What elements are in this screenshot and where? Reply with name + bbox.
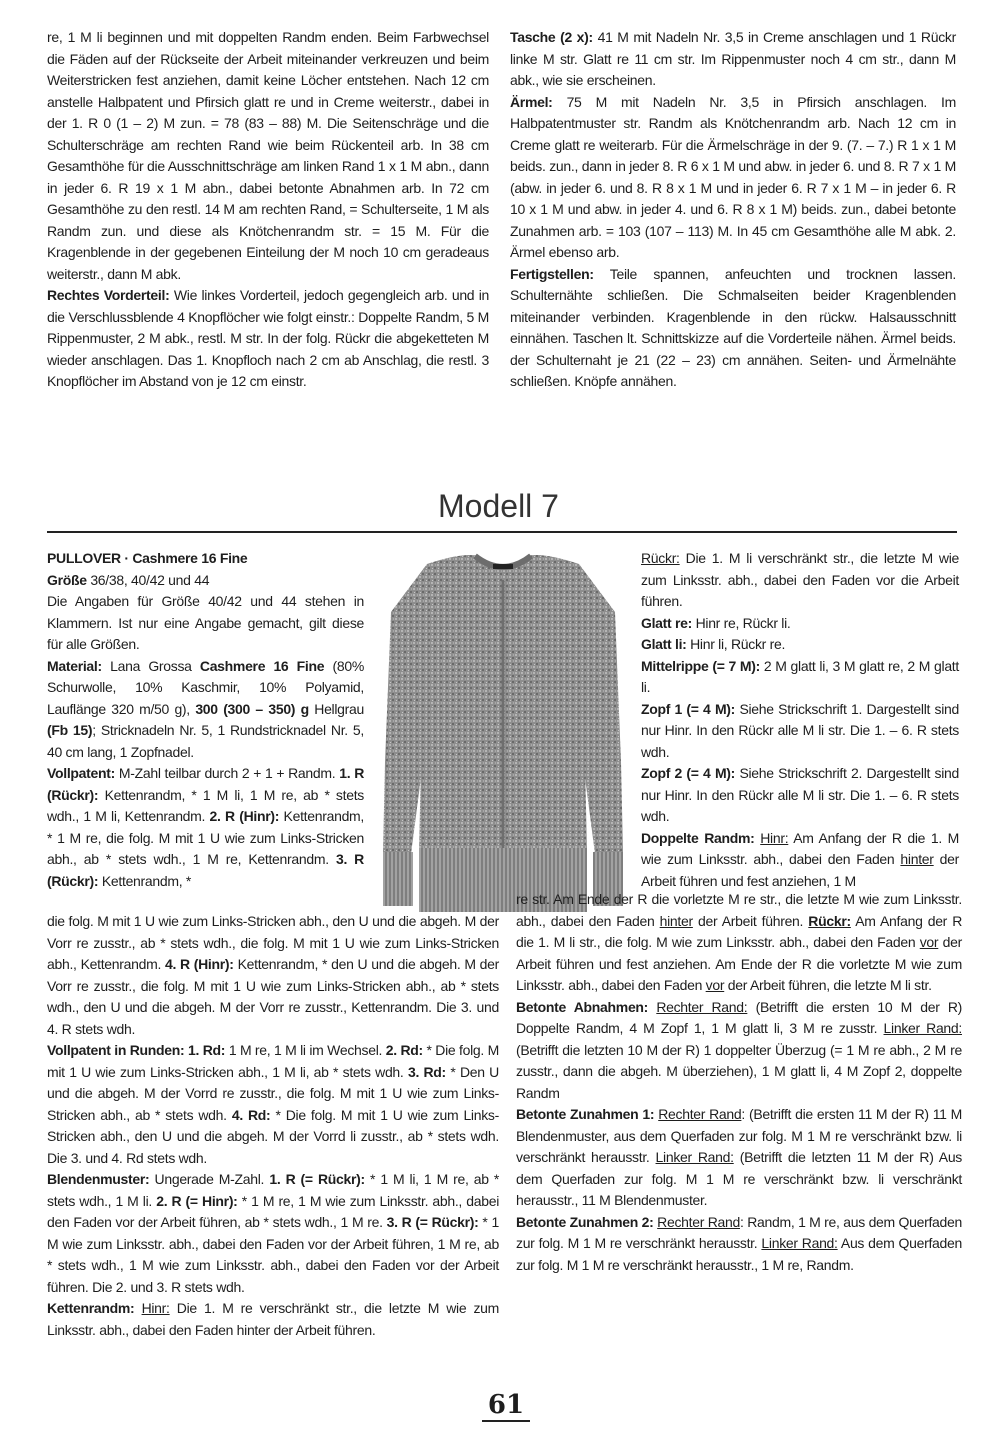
glatt-re-paragraph [641, 613, 959, 635]
model-title: Modell 7 [438, 488, 559, 524]
page-number [0, 1390, 997, 1422]
rechter-rand-label: Rechter Rand [658, 1106, 742, 1122]
blendenmuster-paragraph [47, 1169, 499, 1298]
zopf1-label: Zopf 1 (= 4 M): [641, 700, 736, 717]
zopf2-paragraph [641, 763, 959, 828]
mittelrippe-text: 2 M glatt li, 3 M glatt re, 2 M glatt li. [641, 657, 959, 695]
doppelte-randm-continued [516, 889, 962, 997]
zunahmen-text: Aus dem Querfaden zur folg. M 1 M re verschränkt herausstr., 1 M re, Randm. [516, 1235, 962, 1273]
vollpatent-paragraph [47, 763, 364, 892]
betonte-abnahmen-label: Betonte Abnahmen: [516, 998, 649, 1015]
vor-word: vor [705, 977, 725, 993]
groesse-paragraph [47, 570, 364, 592]
page-number-text: 61 [482, 1390, 530, 1422]
rechter-rand-label: Rechter Rand [657, 1213, 740, 1230]
doppelte-randm-label: Doppelte Randm: [641, 829, 755, 846]
groesse-text: 36/38, 40/42 und 44 [86, 571, 210, 588]
zopf1-paragraph [641, 699, 959, 764]
betonte-zunahmen-1-label: Betonte Zunahmen 1: [516, 1106, 655, 1122]
zopf1-text: Siehe Strickschrift 1. Dargestellt sind nur Hinr. In den Rückr alle M li str. Die 1. – 6. R stets wdh. [641, 700, 959, 760]
tasche-paragraph [510, 27, 956, 92]
vollpatent-label: Vollpatent: [47, 765, 115, 781]
doppelte-cont-text: re str. Am Ende der R die vorletzte M re str., die letzte M wie zum Linksstr. abh., dabei den Faden [516, 891, 962, 929]
rechtes-vorderteil-paragraph [47, 285, 489, 393]
vollpatent-runden-paragraph [47, 1040, 499, 1169]
hinter-word: hinter [659, 912, 693, 929]
material-text: Lana Grossa [101, 657, 200, 674]
blenden-text: * 1 M wie zum Linksstr. abh., dabei den Faden vor der Arbeit führen, 1 M re, ab * stets wdh., 1 M wie zum Linksstr. abh., dabei den Faden vor der Arbeit führen. Die 2. und 3. R stets wdh. [47, 1214, 499, 1295]
groesse-label: Größe [47, 571, 87, 588]
glatt-re-label: Glatt re: [641, 614, 692, 631]
rueckr-label: Rückr: [808, 912, 851, 929]
zunahmen-text: : (Betrifft die ersten 11 M der R) 11 M Blendenmuster, aus dem Querfaden zur folg. M 1 M re verschränkt bzw. li verschränkt herausstr. [516, 1106, 963, 1165]
cont-left-column [47, 911, 499, 1341]
blenden-text: Ungerade M-Zahl. [149, 1171, 270, 1187]
glatt-li-paragraph [641, 634, 959, 656]
blenden-text: * 1 M re, 1 M wie zum Linksstr. abh., dabei den Faden vor der Arbeit führen, ab * stets wdh., 1 M re. [47, 1192, 499, 1230]
vollpatent-text: Kettenrandm, * [98, 872, 192, 889]
glatt-li-text: Hinr li, Rückr re. [686, 636, 786, 652]
zunahmen-text: : Randm, 1 M re, aus dem Querfaden zur folg. M 1 M re verschränkt herausstr. [516, 1213, 962, 1251]
round-label: 4. Rd: [231, 1106, 271, 1123]
blenden-row-label: 3. R (= Rückr): [386, 1214, 479, 1230]
sweater-photo [383, 552, 623, 914]
blendenmuster-label: Blendenmuster: [47, 1171, 150, 1187]
vollpatent-text: Kettenrandm, * 1 M li, 1 M re, ab * stets wdh., 1 M li, Kettenrandm. [47, 786, 364, 824]
fertigstellen-text: Teile spannen, anfeuchten und trocknen lassen. Schulternähte schließen. Die Schmalseiten beider Kragenblenden miteinander verbinden. Kragenblende in den rückw. Halsausschnitt einnähen. Taschen lt. Schnittskizze auf die Vorderteile nähen. Ärmel beids. der Schulternaht je 21 (22 – 23) cm annähen. Seiten- und Ärmelnähte schließen. Knöpfe annähen. [510, 265, 956, 389]
round-text: 1 M re, 1 M li im Wechsel. [225, 1042, 386, 1058]
betonte-zunahmen-1-paragraph [516, 1104, 962, 1212]
vollpatent-row-label: 3. R (Rückr): [47, 851, 364, 889]
material-label: Material: [47, 657, 102, 674]
material-text: ; Stricknadeln Nr. 5, 1 Rundstricknadel Nr. 5, 40 cm lang, 1 Zopfnadel. [47, 722, 364, 760]
linker-rand-label: Linker Rand: [883, 1020, 962, 1036]
glatt-li-label: Glatt li: [641, 636, 687, 652]
vollpatent-continued [47, 911, 499, 1040]
round-label: 3. Rd: [407, 1063, 446, 1080]
glatt-re-text: Hinr re, Rückr li. [691, 614, 791, 631]
vollpatent-cont-text: Kettenrandm, * den U und die abgeh. M der Vorr re zusstr., die folg. M mit 1 U wie zum Links-Stricken abh., ab * stets wdh., den U und die abgeh. M der Vorr re zusstr., Kettenrandm. Die 3. und 4. R stets wdh. [47, 956, 499, 1037]
material-text: (80% Schurwolle, 10% Kaschmir, 10% Polyamid, Lauflänge 320 m/50 g), [47, 657, 364, 717]
top-right-column [510, 27, 956, 393]
left-vorderteil-text: re, 1 M li beginnen und mit doppelten Randm enden. Beim Farbwechsel die Fäden auf der Rückseite der Arbeit miteinander verkreuzen und beim Weiterstricken fest anziehen, damit keine Löcher entstehen. Nach 12 cm anstelle Halbpatent und Pfirsich glatt re und in Creme weiterstr., dabei in der 1. R 0 (1 – 2) M zun. = 78 (83 – 88) M. Die Seitenschräge und die Schulterschräge am rechten Rand wie beim Rückenteil arb. In 38 cm Gesamthöhe für die Ausschnittschräge am linken Rand 1 x 1 M abn., dann in jeder 6. R 19 x 1 M abn., dabei betonte Abnahmen arb. In 72 cm Gesamthöhe zu den restl. 14 M am rechten Rand, = Schulterseite, 1 M als Randm zun. und diese als Knötchenrandm str. = 15 M. Für die Kragenblende in der gegebenen Einteilung der M noch 10 cm geradeaus weiterstr., dann M abk. [47, 29, 489, 282]
pullover-heading-text: PULLOVER · Cashmere 16 Fine [47, 550, 248, 566]
aermel-paragraph [510, 92, 956, 264]
round-label: 1. Rd: [184, 1042, 226, 1058]
material-paragraph [47, 656, 364, 764]
vollpatent-runden-label: Vollpatent in Runden: [47, 1042, 185, 1058]
material-amount: 300 (300 – 350) g [195, 700, 309, 717]
round-text: * Den U und die abgeh. M der Vorrd re zusstr., die folg. M mit 1 U wie zum Links-Stricken abh., ab * stets wdh. [47, 1063, 499, 1123]
linker-rand-label: Linker Rand: [761, 1235, 838, 1251]
material-text: Hellgrau [308, 700, 365, 717]
kettenrandm-label: Kettenrandm: [47, 1300, 135, 1316]
vollpatent-text: Kettenrandm, * 1 M re, die folg. M mit 1 U wie zum Links-Stricken abh., ab * stets wdh., 1 M re, Kettenrandm. [47, 808, 365, 867]
vollpatent-row-label: 2. R (Hinr): [209, 808, 280, 824]
aermel-label: Ärmel: [510, 93, 553, 110]
aermel-text: 75 M mit Nadeln Nr. 3,5 in Pfirsich anschlagen. Im Halbpatentmuster str. Randm als Knötchenrandm arb. Nach 12 cm in Creme glatt re weiterarb. Für die Ärmelschräge in der 9. (7. – 7.) R 1 x 1 M beids. zun., dann in jeder 8. R 6 x 1 M und abw. in jeder 6. und 8. R 7 x 1 M (abw. in jeder 6. und 8. R 8 x 1 M und in jeder 6. R 7 x 1 M – in jeder 6. R 10 x 1 M und abw. in jeder 4. und 6. R 8 x 1 M) beids. zun., dabei betonte Zunahmen arb. = 103 (107 – 113) M. In 45 cm Gesamthöhe alle M abk. 2. Ärmel ebenso arb. [510, 93, 956, 260]
doppelte-hinter: hinter [900, 851, 934, 867]
fertigstellen-paragraph [510, 264, 956, 393]
vollpatent-cont-text: die folg. M mit 1 U wie zum Links-Stricken abh., den U und die abgeh. M der Vorr re zusstr., ab * stets wdh., die folg. M mit 1 U wie zum Links-Stricken abh., Kettenrandm. [47, 913, 499, 972]
doppelte-randm-paragraph [641, 828, 959, 893]
mittelrippe-paragraph [641, 656, 959, 699]
doppelte-text: Am Anfang der R die 1. M wie zum Linksstr. abh., dabei den Faden [641, 829, 960, 867]
fertigstellen-label: Fertigstellen: [510, 265, 594, 282]
tasche-label: Tasche (2 x): [510, 29, 593, 45]
rueckr-label: Rückr: [641, 550, 680, 566]
doppelte-text: der Arbeit führen und fest anziehen, 1 M [641, 851, 959, 889]
vollpatent-text: M-Zahl teilbar durch 2 + 1 + Randm. [115, 765, 340, 781]
label-tag [493, 564, 513, 569]
betonte-zunahmen-2-paragraph [516, 1212, 962, 1277]
left-cuff [383, 852, 413, 906]
mittelrippe-label: Mittelrippe (= 7 M): [641, 657, 760, 674]
doppelte-cont-text: der Arbeit führen und fest anziehen. Am Ende der R die vorletzte M wie zum Linksstr. abh., dabei den Faden [516, 934, 962, 993]
kettenrandm-hinr: Hinr: [141, 1300, 170, 1316]
zunahmen-text: (Betrifft die letzten 11 M der R) Aus dem Querfaden zur folg. M 1 M re verschränkt bzw. li verschränkt herausstr., 11 M Blendenmuster. [516, 1149, 963, 1208]
doppelte-cont-text: der Arbeit führen. [692, 912, 809, 929]
betonte-abnahmen-paragraph [516, 997, 962, 1105]
doppelte-cont-text: Am Anfang der R die 1. M li str., die folg. M wie zum Linksstr. abh., dabei den Faden [516, 912, 963, 950]
linker-rand-label: Linker Rand: [655, 1149, 734, 1165]
material-color: (Fb 15) [47, 722, 93, 738]
tasche-text: 41 M mit Nadeln Nr. 3,5 in Creme anschlagen und 1 Rückr linke M str. Glatt re 11 cm str. Im Rippenmuster noch 4 cm str., dann M abk., wie sie erscheinen. [510, 29, 956, 88]
round-label: 2. Rd: [385, 1042, 423, 1058]
blenden-text: * 1 M li, 1 M re, ab * stets wdh., 1 M li. [47, 1171, 499, 1209]
round-text: * Die folg. M mit 1 U wie zum Links-Stricken abh., 1 M li, ab * stets wdh. [47, 1042, 499, 1080]
doppelte-hinr-label: Hinr: [760, 829, 789, 846]
rechter-rand-label: Rechter Rand: [656, 998, 748, 1015]
rechtes-vorderteil-text: Wie linkes Vorderteil, jedoch gegengleich arb. und in die Verschlussblende 4 Knopflöcher wie folgt einstr.: Doppelte Randm, 5 M Rippenmuster, 2 M abk., restl. M str. In der folg. Rückr die abgeketteten M wieder anschlagen. Das 1. Knopfloch nach 2 cm ab Anschlag, die restl. 3 Knopflöcher im Abstand von je 12 cm einstr. [47, 287, 489, 389]
zopf2-text: Siehe Strickschrift 2. Dargestellt sind nur Hinr. In den Rückr alle M li str. Die 1. – 6. R stets wdh. [641, 765, 959, 824]
rechtes-vorderteil-label: Rechtes Vorderteil: [47, 287, 170, 303]
cont-right-column [516, 889, 962, 1276]
vor-word: vor [919, 934, 939, 950]
intro-column [47, 548, 364, 892]
zopf2-label: Zopf 2 (= 4 M): [641, 765, 736, 781]
kettenrandm-paragraph [47, 1298, 499, 1341]
vollpatent-row-label: 4. R (Hinr): [164, 956, 234, 972]
pullover-heading [47, 548, 364, 570]
title-rule [47, 531, 957, 533]
round-text: * Die folg. M mit 1 U wie zum Links-Stricken abh., den U und die abgeh. M der Vorrd li zusstr., ab * stets wdh. Die 3. und 4. Rd stets wdh. [47, 1106, 499, 1166]
top-left-column [47, 27, 489, 393]
material-yarn: Cashmere 16 Fine [199, 657, 325, 674]
blenden-row-label: 1. R (= Rückr): [269, 1171, 365, 1187]
angaben-paragraph: Die Angaben für Größe 40/42 und 44 stehen in Klammern. Ist nur eine Angabe gemacht, gilt diese für alle Größen. [47, 593, 364, 652]
betonte-zunahmen-2-label: Betonte Zunahmen 2: [516, 1213, 654, 1230]
mid-right-column [641, 548, 959, 892]
doppelte-cont-text: der Arbeit führen, die letzte M li str. [724, 977, 932, 993]
rueckr-text: Die 1. M li verschränkt str., die letzte M wie zum Linksstr. abh., dabei den Faden vor die Arbeit führen. [641, 550, 959, 609]
rueckr-paragraph [641, 548, 959, 613]
abnahmen-text: (Betrifft die letzten 10 M der R) 1 doppelter Überzug (= 1 M re abh., 2 M re zusstr., dann die abgeh. M überziehen), 1 M glatt li, 4 M Zopf 2, doppelte Randm [516, 1041, 962, 1101]
blenden-row-label: 2. R (= Hinr): [156, 1192, 238, 1209]
vollpatent-row-label: 1. R (Rückr): [47, 765, 365, 803]
abnahmen-text: (Betrifft die ersten 10 M der R) Doppelte Randm, 4 M Zopf 1, 1 M glatt li, 3 M re zusstr. [516, 998, 962, 1036]
kettenrandm-text: Die 1. M re verschränkt str., die letzte M wie zum Linksstr. abh., dabei den Faden hinter der Arbeit führen. [47, 1300, 499, 1338]
